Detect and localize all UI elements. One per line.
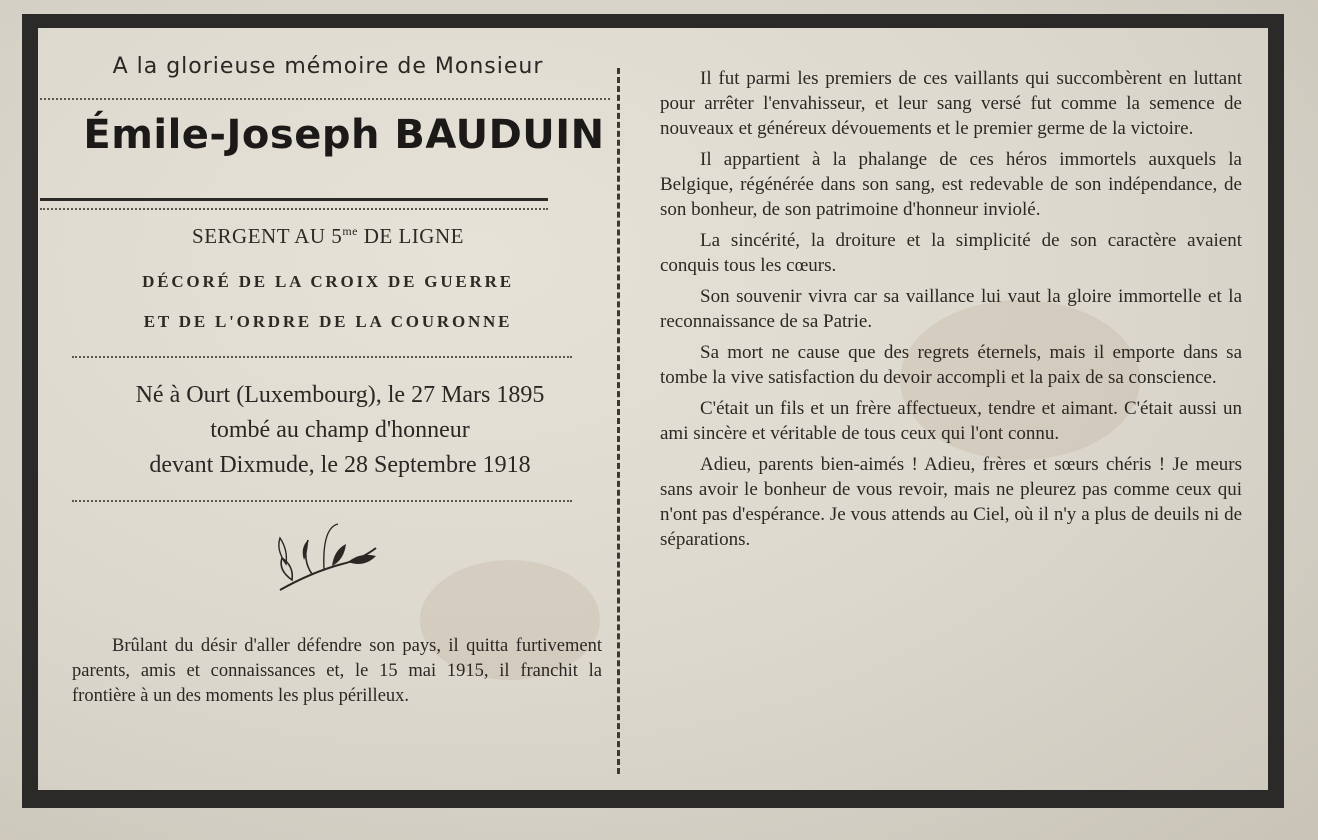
rank-line (40, 224, 616, 249)
eulogy-paragraph: Il fut parmi les premiers de ces vaillants qui succombèrent en luttant pour arrêter l'envahisseur, et leur sang versé fut comme la semence de nouveaux et généreux dévouements et le premier germe de la victoire. (660, 68, 1242, 139)
eulogy-paragraph: Adieu, parents bien-aimés ! Adieu, frères et sœurs chéris ! Je meurs sans avoir le bonheur de vous revoir, mais ne pleurez pas comme ceux qui n'ont pas d'espérance. Je vous attends au Ciel, où il n'y a plus de deuils ni de séparations. (660, 454, 1242, 550)
eulogy-paragraph: Sa mort ne cause que des regrets éternels, mais il emporte dans sa tombe la vive satisfaction du devoir accompli et la paix de sa conscience. (660, 342, 1242, 388)
eulogy-paragraph: C'était un fils et un frère affectueux, tendre et aimant. C'était aussi un ami sincère et véritable de tous ceux qui l'ont connu. (660, 398, 1242, 444)
dedication-line: A la glorieuse mémoire de Monsieur (112, 54, 544, 79)
eulogy-paragraph: Son souvenir vivra car sa vaillance lui vaut la gloire immortelle et la reconnaissance de sa Patrie. (660, 286, 1242, 332)
column-divider (617, 68, 620, 774)
deceased-name: Émile-Joseph BAUDUIN (83, 112, 605, 158)
name-underline (40, 198, 548, 201)
death-line-1: tombé au champ d'honneur (210, 417, 470, 443)
death-line-2: devant Dixmude, le 28 Septembre 1918 (149, 452, 531, 478)
eulogy-paragraph: Il appartient à la phalange de ces héros immortels auxquels la Belgique, régénérée dans son sang, est redevable de son indépendance, de son bonheur, de son patrimoine d'honneur inviolé. (660, 149, 1242, 220)
rank-superscript: me (342, 224, 358, 238)
laurel-sprig-icon (272, 520, 382, 592)
birth-line: Né à Ourt (Luxembourg), le 27 Mars 1895 (135, 382, 545, 408)
story-text: Brûlant du désir d'aller défendre son pays, il quitta furtivement parents, amis et connaissances et, le 15 mai 1915, il franchit la frontière à un des moments les plus périlleux. (72, 636, 602, 706)
dotted-rule (40, 208, 548, 210)
dotted-rule (40, 98, 610, 100)
story-paragraph (72, 634, 602, 709)
eulogy-column (660, 66, 1242, 558)
rank-text: SERGENT AU 5 (192, 224, 343, 248)
rank-text-end: DE LIGNE (357, 224, 464, 248)
decoration-line-2: ET DE L'ORDRE DE LA COURONNE (143, 312, 513, 331)
decoration-line-1: DÉCORÉ DE LA CROIX DE GUERRE (142, 272, 514, 291)
dotted-rule (72, 356, 572, 358)
eulogy-paragraph: La sincérité, la droiture et la simplicité de son caractère avaient conquis tous les cœurs. (660, 230, 1242, 276)
dotted-rule (72, 500, 572, 502)
